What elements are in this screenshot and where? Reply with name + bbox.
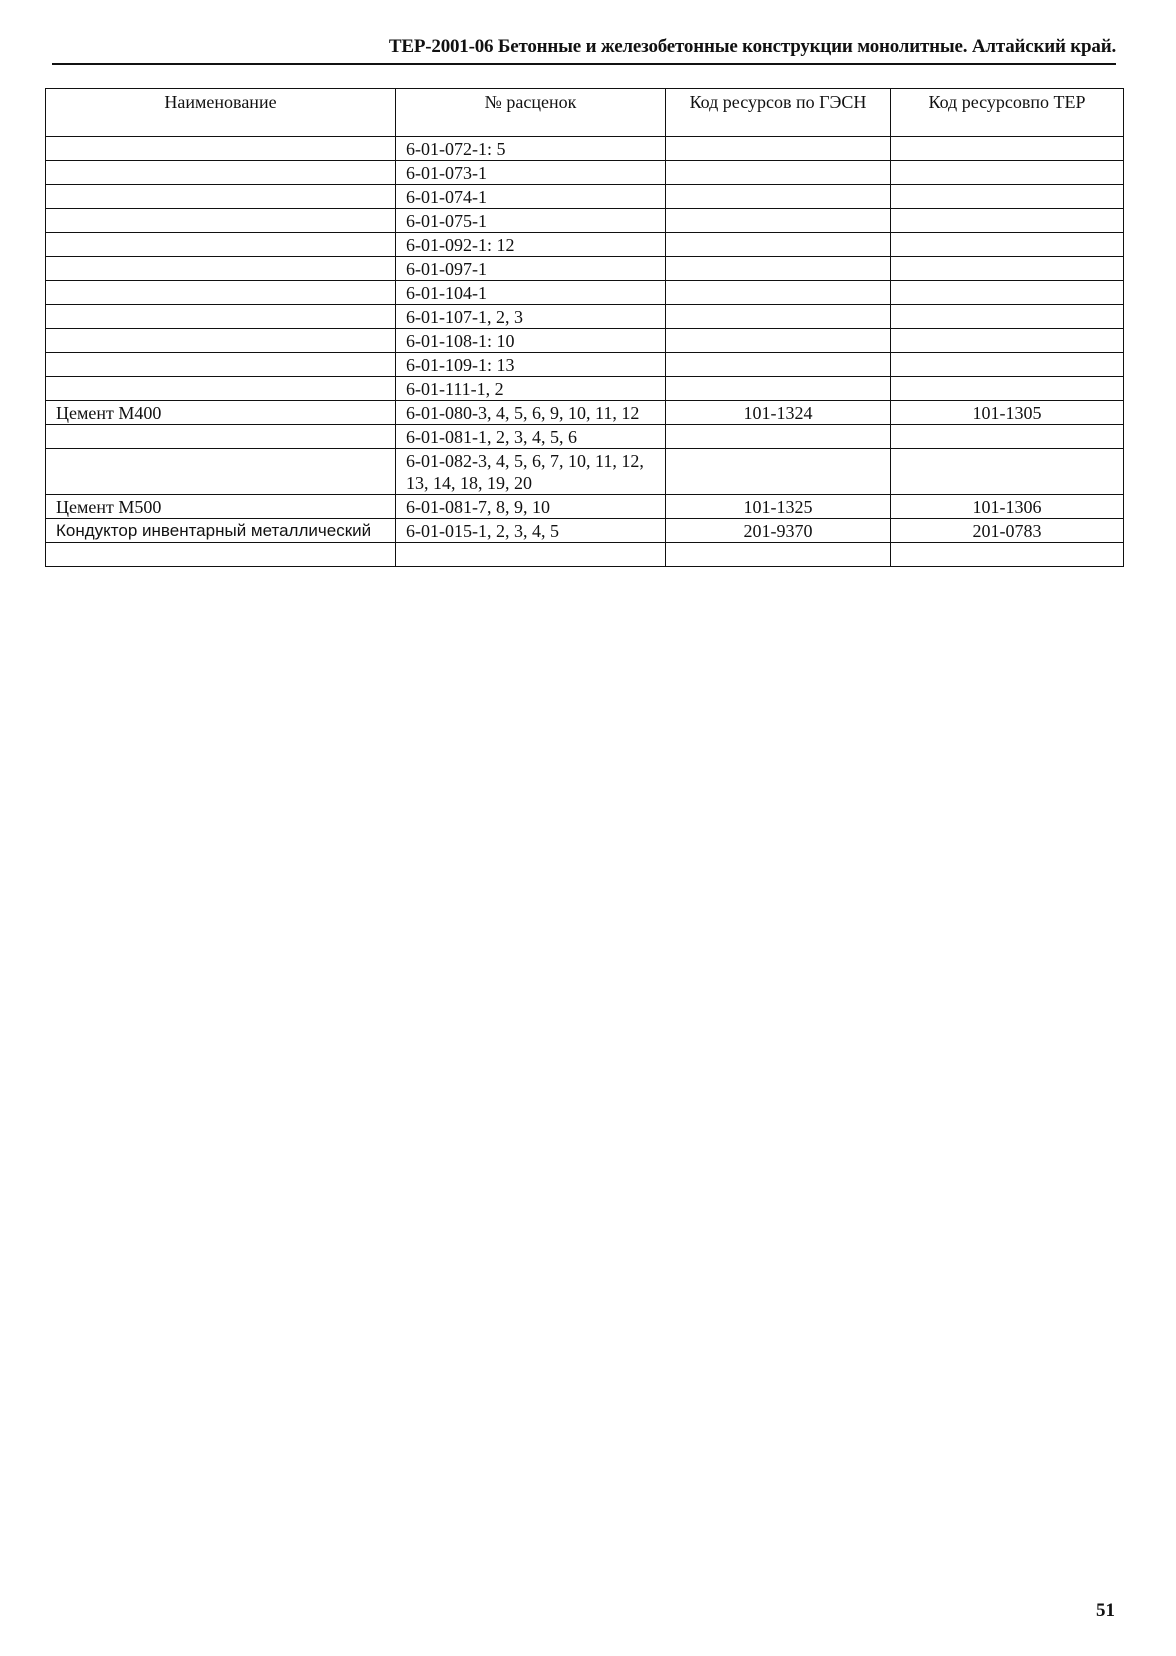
table-row (46, 185, 1124, 209)
table-row (46, 233, 1124, 257)
cell-ter-code (891, 185, 1124, 209)
cell-ter-code: 101-1305 (891, 401, 1124, 425)
column-header-gesn-code: Код ресурсов по ГЭСН (666, 89, 891, 137)
cell-name (46, 257, 396, 281)
cell-rate-codes: 6-01-107-1, 2, 3 (396, 305, 666, 329)
table-body (46, 137, 1124, 567)
cell-gesn-code (666, 233, 891, 257)
table-row (46, 329, 1124, 353)
cell-rate-codes: 6-01-081-1, 2, 3, 4, 5, 6 (396, 425, 666, 449)
table-row (46, 519, 1124, 543)
table-row (46, 401, 1124, 425)
rates-table (45, 88, 1124, 567)
cell-gesn-code: 101-1324 (666, 401, 891, 425)
cell-gesn-code (666, 377, 891, 401)
column-header-rates: № расценок (396, 89, 666, 137)
cell-rate-codes: 6-01-075-1 (396, 209, 666, 233)
cell-ter-code: 201-0783 (891, 519, 1124, 543)
cell-gesn-code: 201-9370 (666, 519, 891, 543)
table-row (46, 137, 1124, 161)
cell-name (46, 281, 396, 305)
cell-name (46, 209, 396, 233)
cell-rate-codes: 6-01-097-1 (396, 257, 666, 281)
cell-name (46, 377, 396, 401)
cell-ter-code (891, 209, 1124, 233)
cell-gesn-code (666, 329, 891, 353)
cell-rate-codes (396, 543, 666, 567)
cell-ter-code (891, 329, 1124, 353)
cell-name (46, 449, 396, 495)
table-row (46, 353, 1124, 377)
cell-ter-code (891, 233, 1124, 257)
cell-name: Цемент М400 (46, 401, 396, 425)
cell-name (46, 425, 396, 449)
cell-name (46, 305, 396, 329)
cell-gesn-code (666, 257, 891, 281)
page-header-title: ТЕР-2001-06 Бетонные и железобетонные конструкции монолитные. Алтайский край. (388, 36, 1116, 57)
page-number: 51 (1096, 1600, 1115, 1621)
cell-rate-codes: 6-01-109-1: 13 (396, 353, 666, 377)
table-row (46, 495, 1124, 519)
cell-ter-code (891, 449, 1124, 495)
cell-rate-codes: 6-01-108-1: 10 (396, 329, 666, 353)
cell-gesn-code (666, 281, 891, 305)
table-row (46, 425, 1124, 449)
table-header-row (46, 89, 1124, 137)
table-row (46, 377, 1124, 401)
cell-gesn-code (666, 161, 891, 185)
table-row (46, 305, 1124, 329)
cell-name (46, 353, 396, 377)
table-row (46, 543, 1124, 567)
cell-name (46, 161, 396, 185)
table-row (46, 209, 1124, 233)
cell-name: Кондуктор инвентарный металлический (46, 519, 396, 543)
cell-rate-codes: 6-01-080-3, 4, 5, 6, 9, 10, 11, 12 (396, 401, 666, 425)
cell-gesn-code (666, 305, 891, 329)
table-row (46, 161, 1124, 185)
cell-gesn-code (666, 449, 891, 495)
cell-gesn-code (666, 353, 891, 377)
cell-ter-code (891, 377, 1124, 401)
cell-rate-codes: 6-01-111-1, 2 (396, 377, 666, 401)
column-header-name: Наименование (46, 89, 396, 137)
cell-rate-codes: 6-01-104-1 (396, 281, 666, 305)
cell-gesn-code (666, 425, 891, 449)
cell-rate-codes: 6-01-015-1, 2, 3, 4, 5 (396, 519, 666, 543)
column-header-ter-code: Код ресурсовпо ТЕР (891, 89, 1124, 137)
cell-name: Цемент М500 (46, 495, 396, 519)
cell-rate-codes: 6-01-074-1 (396, 185, 666, 209)
cell-ter-code: 101-1306 (891, 495, 1124, 519)
table-row (46, 257, 1124, 281)
cell-ter-code (891, 257, 1124, 281)
cell-rate-codes: 6-01-092-1: 12 (396, 233, 666, 257)
cell-ter-code (891, 543, 1124, 567)
cell-gesn-code (666, 137, 891, 161)
header-rule (52, 63, 1116, 65)
cell-gesn-code (666, 543, 891, 567)
cell-name (46, 233, 396, 257)
cell-name (46, 137, 396, 161)
cell-ter-code (891, 425, 1124, 449)
cell-ter-code (891, 161, 1124, 185)
cell-gesn-code: 101-1325 (666, 495, 891, 519)
cell-ter-code (891, 305, 1124, 329)
cell-name (46, 185, 396, 209)
cell-rate-codes: 6-01-081-7, 8, 9, 10 (396, 495, 666, 519)
cell-gesn-code (666, 209, 891, 233)
cell-ter-code (891, 353, 1124, 377)
cell-name (46, 543, 396, 567)
cell-rate-codes: 6-01-082-3, 4, 5, 6, 7, 10, 11, 12, 13, 14, 18, 19, 20 (396, 449, 666, 495)
cell-rate-codes: 6-01-073-1 (396, 161, 666, 185)
cell-name (46, 329, 396, 353)
table-row (46, 449, 1124, 495)
cell-gesn-code (666, 185, 891, 209)
cell-ter-code (891, 137, 1124, 161)
table-row (46, 281, 1124, 305)
cell-rate-codes: 6-01-072-1: 5 (396, 137, 666, 161)
cell-ter-code (891, 281, 1124, 305)
